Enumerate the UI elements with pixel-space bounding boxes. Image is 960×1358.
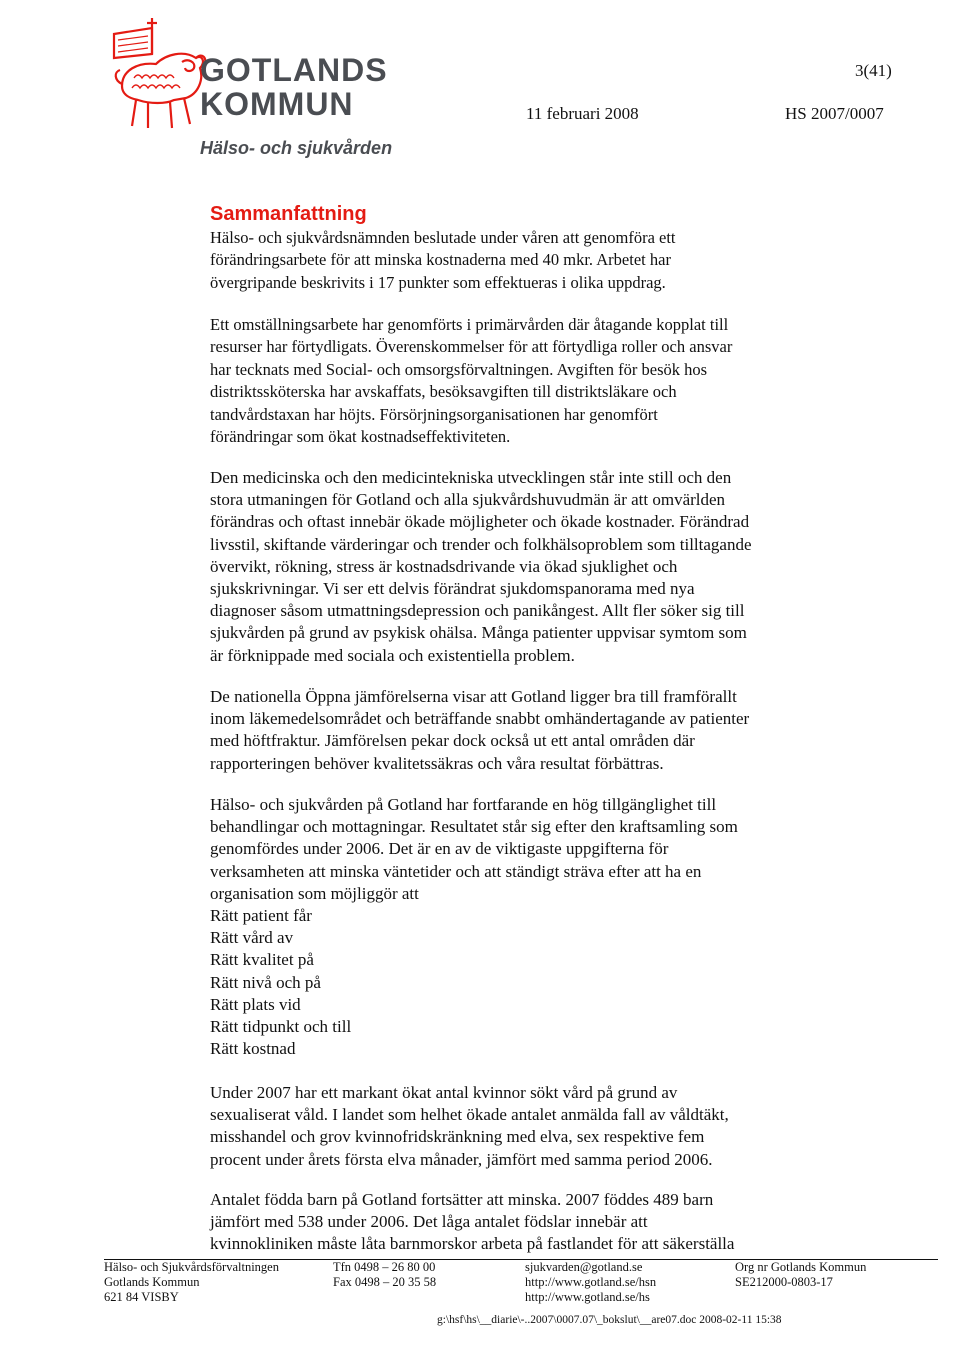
paragraph-line: Antalet födda barn på Gotland fortsätter att minska. 2007 föddes 489 barn: [210, 1190, 714, 1209]
paragraph-line: resurser har förtydligats. Överenskommelser för att förtydliga roller och ansvar: [210, 337, 733, 357]
footer-email-link[interactable]: sjukvarden@gotland.se: [525, 1260, 643, 1274]
list-item: Rätt vård av: [210, 928, 294, 948]
paragraph-line: sjukskrivningar. Vi ser ett delvis förändrat sjukdomspanorama med nya: [210, 579, 695, 599]
paragraph-line: tandvårdstaxan har höjts. Försörjningsorganisationen har genomfört: [210, 404, 658, 424]
paragraph-line: stora utmaningen för Gotland och alla sjukvårdshuvudmän är att omvärlden: [210, 490, 726, 510]
paragraph-line: förändringar som ökat kostnadseffektiviteten.: [210, 427, 511, 447]
paragraph-line: med höftfraktur. Jämförelsen pekar dock också ut ett antal områden där: [210, 731, 695, 751]
paragraph-line: procent under årets första elva månader, jämfört med samma period 2006.: [210, 1149, 713, 1169]
list-item: Rätt plats vid: [210, 994, 301, 1014]
paragraph-line: sjukvården på grund av psykisk ohälsa. Många patienter uppvisar symtom som: [210, 623, 747, 643]
paragraph-line: diagnoser såsom utmattningsdepression och panikångest. Allt fler söker sig till: [210, 601, 745, 621]
paragraph-line: Ett omställningsarbete har genomförts i primärvården där åtagande kopplat till: [210, 315, 729, 334]
paragraph-5: [210, 794, 738, 1060]
list-item: Rätt nivå och på: [210, 972, 321, 992]
paragraph-3: [210, 467, 752, 667]
paragraph-line: behandlingar och mottagningar. Resultatet står sig efter den kraftsamling som: [210, 817, 738, 837]
paragraph-line: är förknippade med sociala och existentiella problem.: [210, 645, 575, 665]
gotlands-kommun-logo: [108, 14, 398, 164]
paragraph-line: genomfördes under 2006. Det är en av de viktigaste uppgifterna för: [210, 839, 669, 859]
paragraph-line: har tecknats med Social- och omsorgsförvaltningen. Avgiften för besök hos: [210, 359, 708, 379]
paragraph-line: förändras och oftast innebär ökade möjligheter och ökade kostnader. Förändrad: [210, 512, 750, 532]
footer-municipality: Gotlands Kommun: [104, 1275, 200, 1289]
paragraph-line: sexualiserat våld. I landet som helhet ökade antalet anmälda fall av våldtäkt,: [210, 1105, 729, 1125]
logo-org-name-line2: KOMMUN: [200, 86, 354, 122]
footer-org-name: Hälso- och Sjukvårdsförvaltningen: [104, 1260, 279, 1274]
footer-hs-link[interactable]: http://www.gotland.se/hs: [525, 1290, 650, 1304]
paragraph-line: distriktssköterska har avskaffats, besöksavgiften till distriktsläkare och: [210, 382, 677, 402]
paragraph-line: kvinnokliniken måste låta barnmorskor arbeta på fastlandet för att säkerställa: [210, 1234, 735, 1254]
paragraph-line: Den medicinska och den medicintekniska utvecklingen står inte still och den: [210, 468, 732, 487]
list-item: Rätt kostnad: [210, 1039, 296, 1059]
paragraph-line: organisation som möjliggör att: [210, 883, 419, 903]
footer-org-label: Org nr Gotlands Kommun: [735, 1260, 867, 1274]
paragraph-1: [210, 227, 676, 294]
paragraph-line: förändringsarbete för att minska kostnaderna med 40 mkr. Arbetet har: [210, 250, 671, 270]
logo-org-name-line1: GOTLANDS: [200, 52, 388, 88]
paragraph-line: rapporteringen behöver kvalitetssäkras och våra resultat förbättras.: [210, 753, 664, 773]
paragraph-6: [210, 1082, 729, 1171]
paragraph-line: Under 2007 har ett markant ökat antal kvinnor sökt vård på grund av: [210, 1083, 678, 1102]
paragraph-line: misshandel och grov kvinnofridskränkning med elva, sex respektive fem: [210, 1127, 705, 1147]
footer-fax: Fax 0498 – 20 35 58: [333, 1275, 437, 1289]
paragraph-line: Hälso- och sjukvårdsnämnden beslutade under våren att genomföra ett: [210, 228, 676, 247]
footer-postal-address: 621 84 VISBY: [104, 1290, 179, 1304]
footer-org-value: SE212000-0803-17: [735, 1275, 833, 1289]
footer-telephone: Tfn 0498 – 26 80 00: [333, 1260, 436, 1274]
list-item: Rätt patient får: [210, 906, 312, 926]
paragraph-2: [210, 314, 732, 448]
paragraph-line: livsstil, skiftande värderingar och trender och folkhälsoproblem som tilltagande: [210, 534, 752, 554]
logo-department-name: Hälso- och sjukvården: [200, 138, 393, 158]
list-item: Rätt tidpunkt och till: [210, 1017, 352, 1037]
paragraph-line: jämfört med 538 under 2006. Det låga antalet födslar innebär att: [210, 1212, 648, 1232]
list-item: Rätt kvalitet på: [210, 950, 314, 970]
paragraph-line: verksamheten att minska väntetider och att ständigt sträva efter att ha en: [210, 861, 702, 881]
paragraph-line: De nationella Öppna jämförelserna visar att Gotland ligger bra till framförallt: [210, 687, 737, 706]
paragraph-4: [210, 686, 749, 775]
paragraph-line: övergripande beskrivits i 17 punkter som effektueras i olika uppdrag.: [210, 272, 666, 292]
case-number: HS 2007/0007: [785, 104, 884, 123]
document-date: 11 februari 2008: [526, 104, 639, 123]
paragraph-line: övervikt, rökning, stress är kostnadsdrivande via ökad sjuklighet och: [210, 556, 678, 576]
footer-file-path: g:\hsf\hs\__diarie\-..2007\0007.07\_bokslut\__are07.doc 2008-02-11 15:38: [437, 1314, 782, 1326]
paragraph-7: [210, 1189, 734, 1256]
paragraph-line: Hälso- och sjukvården på Gotland har fortfarande en hög tillgänglighet till: [210, 795, 717, 814]
footer-hsn-link[interactable]: http://www.gotland.se/hsn: [525, 1275, 657, 1289]
page-number: 3(41): [855, 61, 892, 80]
section-title: Sammanfattning: [210, 203, 367, 225]
paragraph-line: inom läkemedelsområdet och beträffande snabbt omhändertagande av patienter: [210, 709, 750, 729]
